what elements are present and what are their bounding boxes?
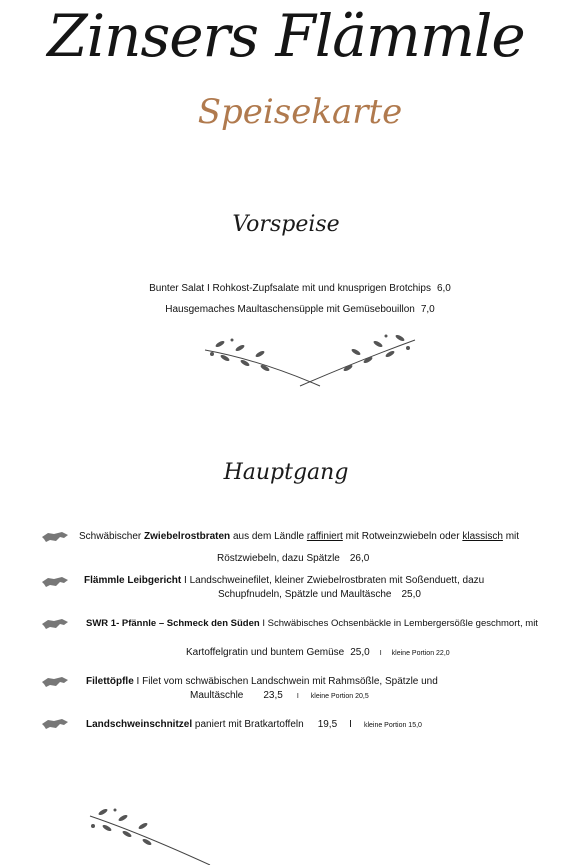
lion-icon [40,575,70,589]
item-price: 7,0 [420,304,435,315]
lion-icon [40,530,70,544]
item-text: paniert mit Bratkartoffeln [192,719,304,730]
lion-icon [40,617,70,631]
item-name: Filettöpfle [86,676,134,687]
item-text: Röstzwiebeln, dazu Spätzle [217,553,340,564]
item-price: 26,0 [349,553,370,564]
item-text: Schwäbischer [79,531,145,542]
item-price: 25,0 [350,647,370,658]
restaurant-logo: Zinsers Flämmle [47,2,525,70]
item-text: Kartoffelgratin und buntem Gemüse [186,647,345,658]
item-text: aus dem Ländle [230,531,307,542]
menu-item-line [86,719,422,730]
small-portion-price: kleine Portion 15,0 [363,722,422,729]
item-name: Flämmle Leibgericht [84,575,182,586]
item-text: I Schwäbisches Ochsenbäckle in Lembergersößle geschmort, mit [259,618,538,629]
section-title-vorspeise: Vorspeise [232,212,340,237]
item-text: Schupfnudeln, Spätzle und Maultäsche [218,589,392,600]
menu-item-line [186,647,450,658]
menu-item-line [79,531,519,542]
menu-item [0,304,572,315]
item-text: raffiniert [306,531,343,542]
item-name: Hausgemaches Maultaschensüpple mit Gemüsebouillon [165,304,415,315]
item-separator: I [296,693,299,700]
menu-item-line [86,618,538,629]
menu-item-line [218,589,421,600]
menu-item-line [217,553,369,564]
item-text: I Filet vom schwäbischen Landschwein mit Rahmsößle, Spätzle und [133,676,438,687]
item-separator: I [349,719,352,730]
menu-item-line [84,575,484,586]
item-price: 19,5 [317,719,338,730]
lion-icon [40,717,70,731]
menu-item [0,283,572,294]
item-name: Zwiebelrostbraten [144,531,231,542]
menu-item-line [86,676,438,687]
lion-icon [40,675,70,689]
item-text: I Landschweinefilet, kleiner Zwiebelrostbraten mit Soßenduett, dazu [181,575,485,586]
item-text: klassisch [462,531,503,542]
item-price: 6,0 [436,283,451,294]
item-text: Maultäschle [190,690,244,701]
section-title-hauptgang: Hauptgang [223,460,349,485]
menu-subtitle: Speisekarte [197,92,403,132]
small-portion-price: kleine Portion 22,0 [391,650,450,657]
menu-item-line [190,690,369,701]
small-portion-price: kleine Portion 20,5 [310,693,369,700]
laurel-branch-icon [85,808,215,865]
item-name: Landschweinschnitzel [86,719,193,730]
item-name: Bunter Salat I Rohkost-Zupfsalate mit und knusprigen Brotchips [149,283,431,294]
laurel-ornament-icon [200,330,420,390]
item-text: mit Rotweinzwiebeln oder [342,531,463,542]
item-name: SWR 1- Pfännle – Schmeck den Süden [86,618,260,629]
item-text: mit [502,531,520,542]
item-price: 23,5 [263,690,283,701]
item-separator: I [379,650,382,657]
item-price: 25,0 [401,589,421,600]
